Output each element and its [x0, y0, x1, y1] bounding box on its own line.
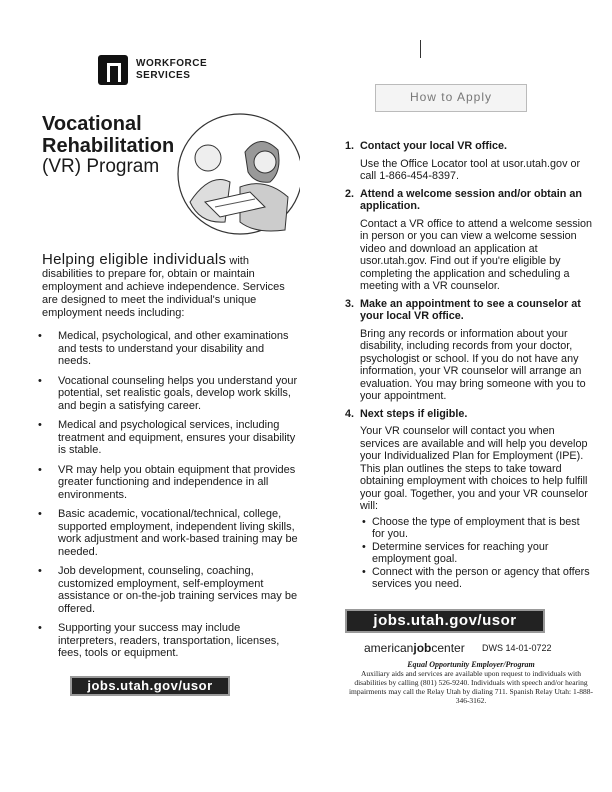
logo-line1: WORKFORCE: [136, 58, 208, 69]
list-item: • Determine services for reaching your employment goal.: [360, 541, 595, 566]
step-number: 2.: [345, 187, 355, 200]
list-item: • Supporting your success may include interpreters, readers, transportation, licenses, fees, tools or equipment.: [36, 622, 298, 660]
logo-line2: SERVICES: [136, 70, 191, 81]
list-item: • Basic academic, vocational/technical, college, supported employment, independent living skills, work adjustment and work-based training may be needed.: [36, 508, 298, 558]
application-steps: [345, 140, 595, 596]
step-number: 1.: [345, 140, 355, 152]
ipe-actions-list: [360, 516, 595, 591]
list-item: • Medical, psychological, and other examinations and tests to understand your disability and needs.: [36, 330, 298, 368]
how-to-apply-heading: How to Apply: [375, 84, 527, 112]
services-list: [36, 330, 298, 667]
step-number: 4.: [345, 407, 355, 420]
list-item: • Choose the type of employment that is best for you.: [360, 516, 595, 541]
logo-icon: [98, 55, 128, 85]
counseling-photo-illustration: [170, 112, 300, 240]
title-line3: (VR) Program: [42, 156, 160, 177]
american-job-center-logo: [364, 641, 465, 655]
ajc-word1: american: [364, 641, 414, 655]
list-item: • Medical and psychological services, including treatment and equipment, ensures your disability is stable.: [36, 419, 298, 457]
step-body: Your VR counselor will contact you when services are available and will help you develop your Individualized Plan for Employment (IPE). This plan outlines the steps to take toward obtaining employment with choices to help fulfill your goal. Together, you and your VR counselor will:: [360, 425, 588, 512]
step-number: 3.: [345, 297, 355, 310]
ajc-word3: center: [431, 641, 465, 655]
step-item: [345, 408, 595, 591]
website-banner-left[interactable]: jobs.utah.gov/usor: [70, 676, 230, 696]
equal-opportunity-notice: [346, 660, 596, 705]
step-item: [345, 298, 595, 403]
step-body: Bring any records or information about your disability, including records from your doctor, psychologist or school. If you do not have any information, your VR counselor will arrange an evaluation. You may bring someone with you to your appointment.: [360, 327, 586, 402]
intro-paragraph: [42, 253, 292, 320]
list-item: • VR may help you obtain equipment that provides greater functioning and independence in all environments.: [36, 464, 298, 502]
workforce-services-logo: [98, 52, 238, 92]
title-line1: Vocational: [42, 113, 142, 135]
list-item: • Connect with the person or agency that offers services you need.: [360, 566, 595, 591]
ajc-word2: job: [413, 641, 432, 655]
intro-text: with disabilities to prepare for, obtain or maintain employment and achieve independence. Services are designed to meet the individual's unique employment needs including:: [42, 255, 285, 319]
document-code: DWS 14-01-0722: [482, 643, 552, 653]
step-heading: Attend a welcome session and/or obtain an application.: [360, 187, 582, 212]
step-item: [345, 140, 595, 183]
eeo-title: Equal Opportunity Employer/Program: [407, 660, 535, 669]
title-line2: Rehabilitation: [42, 135, 175, 157]
step-body: Use the Office Locator tool at usor.utah.gov or call 1-866-454-8397.: [360, 157, 581, 182]
step-heading: Next steps if eligible.: [360, 407, 468, 420]
step-body: Contact a VR office to attend a welcome session in person or you can view a welcome session video and download an application at usor.utah.gov. Find out if you're eligible by completing the application and scheduling a meeting with a VR counselor.: [360, 217, 593, 292]
step-heading: Contact your local VR office.: [360, 140, 507, 152]
intro-lead: Helping eligible individuals: [42, 251, 227, 268]
eeo-text: Auxiliary aids and services are available upon request to individuals with disabilities by calling (801) 526-9240. Individuals with speech and/or hearing impairments may call the Relay Utah by dialing 711. Spanish Relay Utah: 1-888-346-3162.: [348, 669, 594, 705]
step-heading: Make an appointment to see a counselor at your local VR office.: [360, 297, 581, 322]
fold-mark: [420, 40, 421, 58]
list-item: • Job development, counseling, coaching, customized employment, self-employment assistance or on-the-job training services may be offered.: [36, 565, 298, 615]
list-item: • Vocational counseling helps you understand your potential, set realistic goals, develop work skills, and begin a satisfying career.: [36, 375, 298, 413]
step-item: [345, 188, 595, 293]
website-banner-right[interactable]: jobs.utah.gov/usor: [345, 609, 545, 633]
